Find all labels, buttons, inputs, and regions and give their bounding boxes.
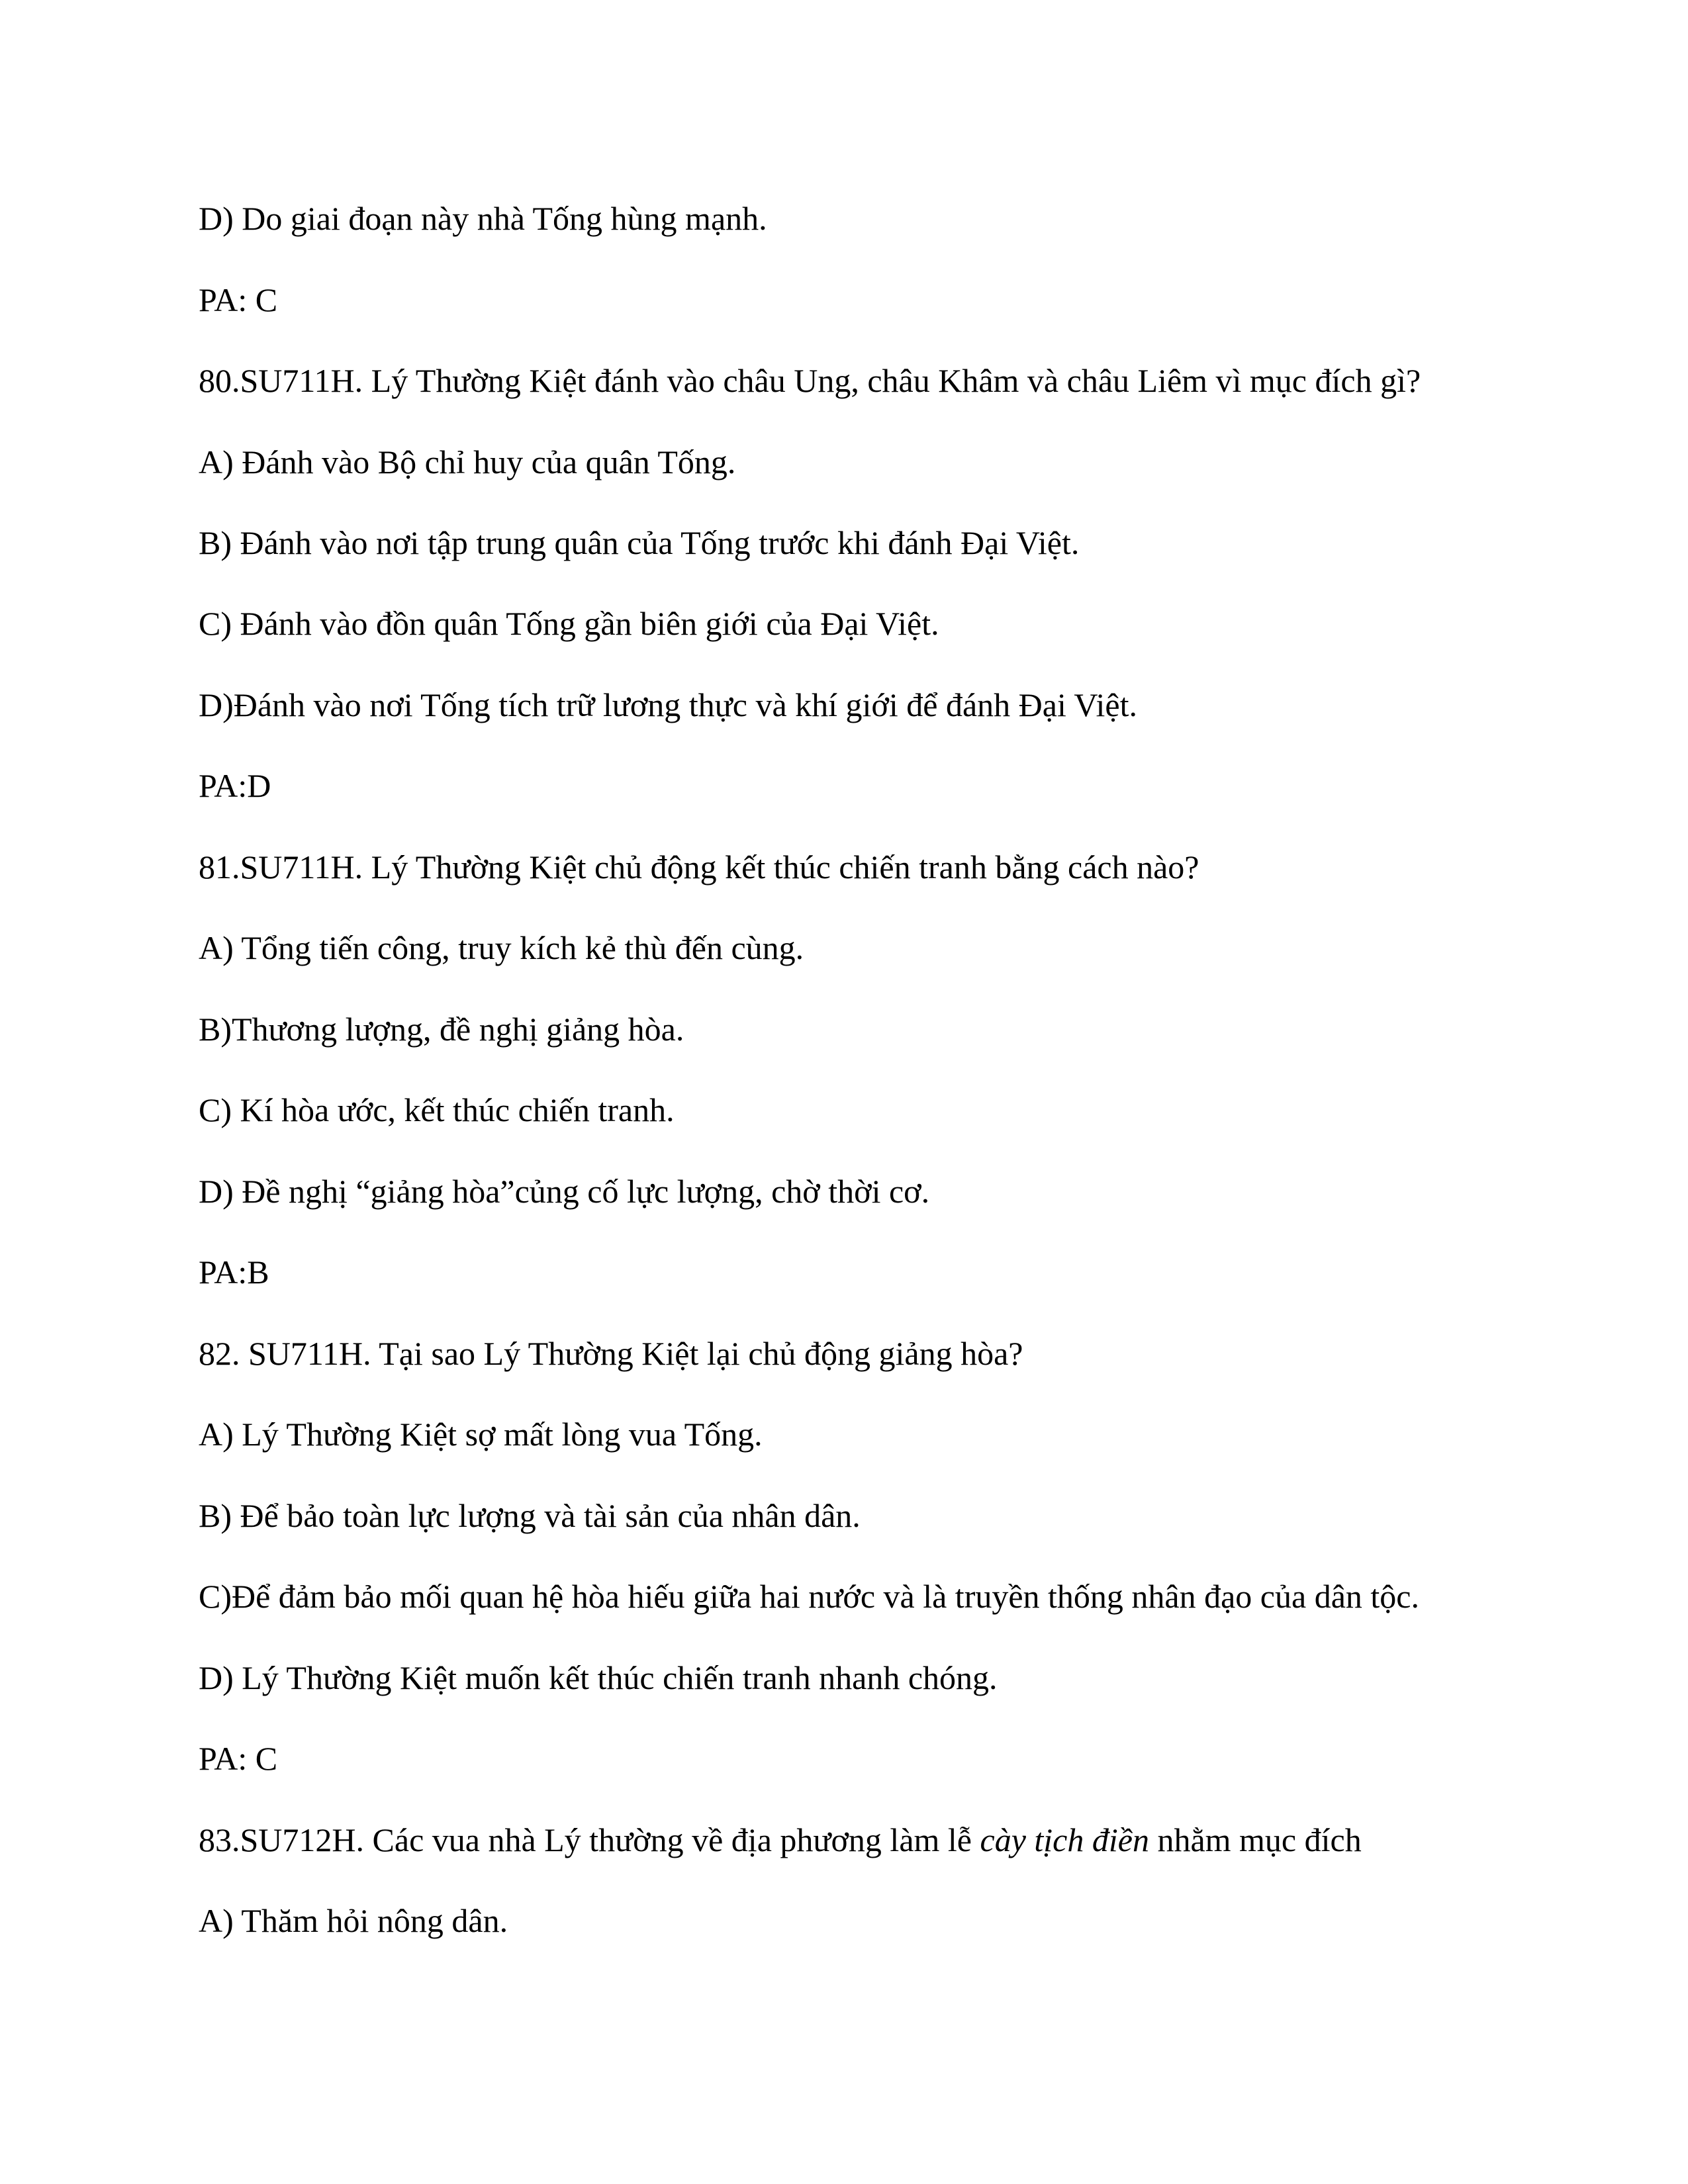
q82-option-d: D) Lý Thường Kiệt muốn kết thúc chiến tranh nhanh chóng. bbox=[199, 1659, 998, 1696]
q79-option-d: D) Do giai đoạn này nhà Tống hùng mạnh. bbox=[199, 200, 767, 237]
q82-option-c: C)Để đảm bảo mối quan hệ hòa hiếu giữa hai nước và là truyền thống nhân đạo của dân tộc. bbox=[199, 1578, 1419, 1615]
q81-option-c: C) Kí hòa ước, kết thúc chiến tranh. bbox=[199, 1091, 675, 1128]
q79-answer: PA: C bbox=[199, 281, 278, 318]
q80-option-c: C) Đánh vào đồn quân Tống gần biên giới của Đại Việt. bbox=[199, 605, 939, 642]
q83-question-start: 83.SU712H. Các vua nhà Lý thường về địa phương làm lễ bbox=[199, 1821, 980, 1858]
q83-question-end: nhằm mục đích bbox=[1149, 1821, 1362, 1858]
q82-option-b: B) Để bảo toàn lực lượng và tài sản của nhân dân. bbox=[199, 1497, 861, 1534]
q80-question: 80.SU711H. Lý Thường Kiệt đánh vào châu Ung, châu Khâm và châu Liêm vì mục đích gì? bbox=[199, 362, 1421, 399]
q81-question: 81.SU711H. Lý Thường Kiệt chủ động kết thúc chiến tranh bằng cách nào? bbox=[199, 848, 1199, 886]
q82-question: 82. SU711H. Tại sao Lý Thường Kiệt lại chủ động giảng hòa? bbox=[199, 1335, 1023, 1372]
q80-option-d: D)Đánh vào nơi Tống tích trữ lương thực và khí giới để đánh Đại Việt. bbox=[199, 686, 1138, 723]
q81-option-b: B)Thương lượng, đề nghị giảng hòa. bbox=[199, 1011, 684, 1048]
q82-option-a: A) Lý Thường Kiệt sợ mất lòng vua Tống. bbox=[199, 1416, 763, 1453]
q83-option-a: A) Thăm hỏi nông dân. bbox=[199, 1902, 508, 1939]
q80-answer: PA:D bbox=[199, 767, 271, 804]
q80-option-b: B) Đánh vào nơi tập trung quân của Tống trước khi đánh Đại Việt. bbox=[199, 524, 1080, 561]
q83-question bbox=[199, 1820, 1362, 1860]
q80-option-a: A) Đánh vào Bộ chỉ huy của quân Tống. bbox=[199, 443, 736, 480]
q83-question-italic-term: cày tịch điền bbox=[980, 1821, 1149, 1858]
q81-option-d: D) Đề nghị “giảng hòa”củng cố lực lượng, chờ thời cơ. bbox=[199, 1173, 930, 1210]
q81-option-a: A) Tổng tiến công, truy kích kẻ thù đến cùng. bbox=[199, 929, 804, 966]
q82-answer: PA: C bbox=[199, 1740, 278, 1777]
q81-answer: PA:B bbox=[199, 1253, 269, 1291]
